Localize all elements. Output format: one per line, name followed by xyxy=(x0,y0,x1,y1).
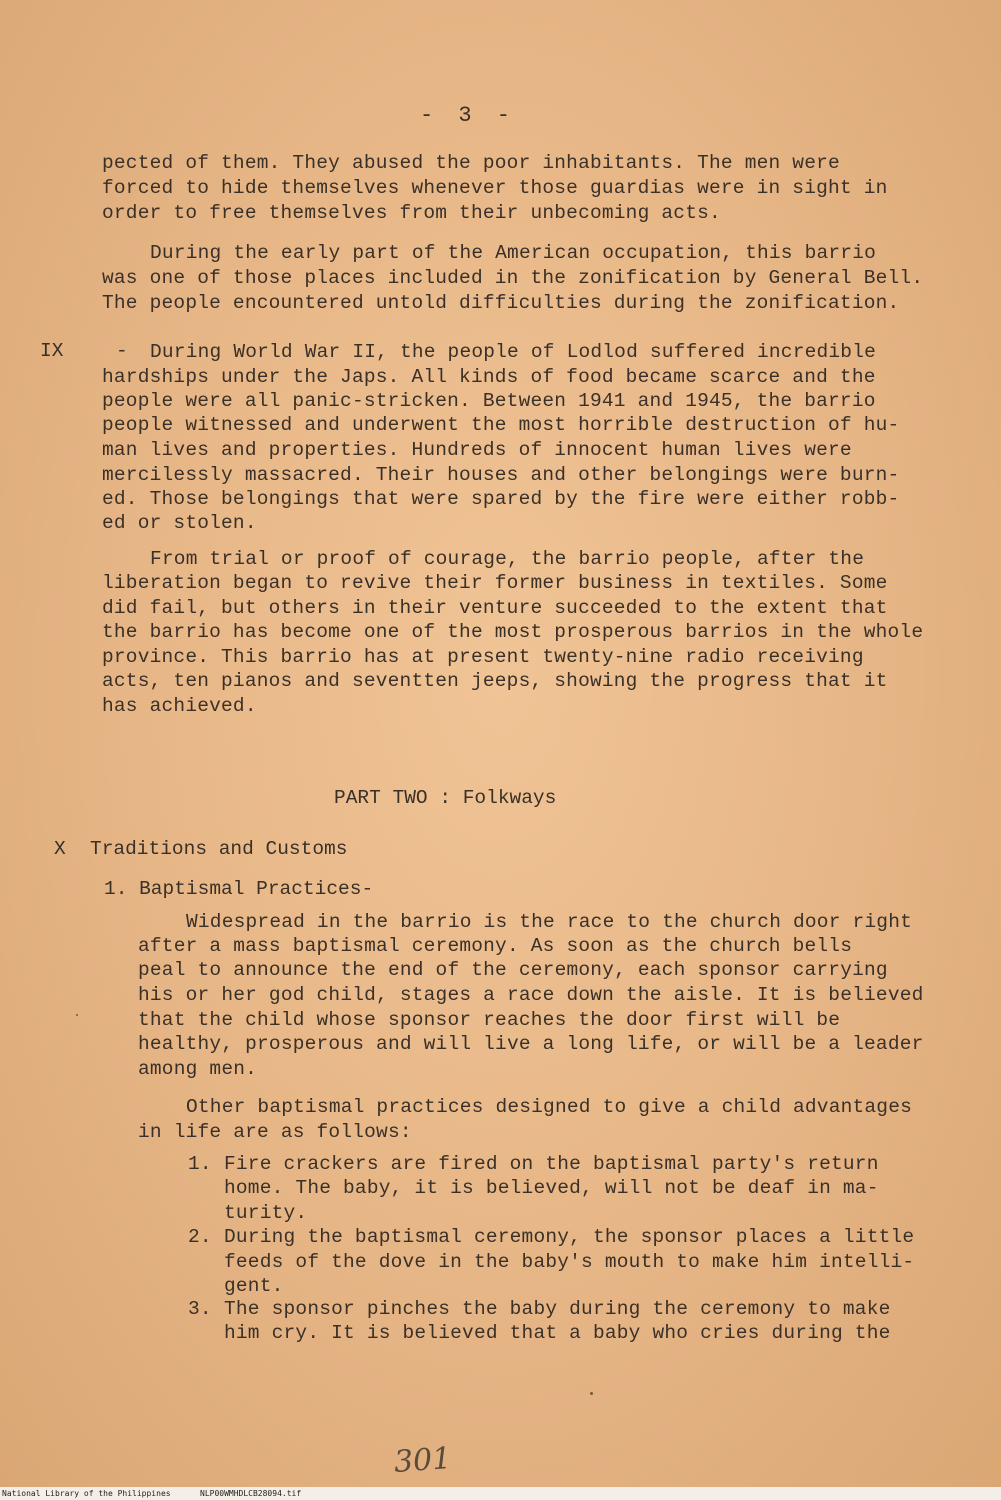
list-item-number: 1. xyxy=(188,1153,212,1175)
text-line: that the child whose sponsor reaches the door first will be xyxy=(138,1009,841,1031)
list-item-line: Fire crackers are fired on the baptismal party's return xyxy=(224,1153,879,1175)
handwritten-page-number: 301 xyxy=(392,1441,453,1480)
list-item-line: home. The baby, it is believed, will not be deaf in ma- xyxy=(224,1177,879,1199)
section-x-numeral: X xyxy=(54,838,66,860)
text-line: mercilessly massacred. Their houses and other belongings were burn- xyxy=(102,464,900,486)
text-line: hardships under the Japs. All kinds of food became scarce and the xyxy=(102,366,876,388)
text-line: people witnessed and underwent the most horrible destruction of hu- xyxy=(102,414,900,436)
text-line: was one of those places included in the zonification by General Bell. xyxy=(102,267,924,289)
subsection-baptismal-practices: 1. Baptismal Practices- xyxy=(104,878,374,900)
list-item-line: The sponsor pinches the baby during the ceremony to make xyxy=(224,1298,891,1320)
text-line: man lives and properties. Hundreds of innocent human lives were xyxy=(102,439,852,461)
text-line: ed. Those belongings that were spared by the fire were either robb- xyxy=(102,488,900,510)
part-two-heading: PART TWO : Folkways xyxy=(334,787,557,809)
text-line: Widespread in the barrio is the race to the church door right xyxy=(186,911,913,933)
text-line: among men. xyxy=(138,1058,258,1080)
section-ix-numeral: IX xyxy=(40,340,64,362)
section-x-title: Traditions and Customs xyxy=(90,838,348,860)
text-line: healthy, prosperous and will live a long life, or will be a leader xyxy=(138,1033,924,1055)
text-line: From trial or proof of courage, the barrio people, after the xyxy=(150,548,865,570)
list-item-line: gent. xyxy=(224,1275,284,1297)
text-line: ed or stolen. xyxy=(102,512,257,534)
text-line: The people encountered untold difficulties during the zonification. xyxy=(102,292,900,314)
text-line: did fail, but others in their venture succeeded to the extent that xyxy=(102,597,888,619)
text-line: During World War II, the people of Lodlod suffered incredible xyxy=(150,341,877,363)
text-line: in life are as follows: xyxy=(138,1121,412,1143)
ink-speck xyxy=(76,1014,78,1016)
text-line: Other baptismal practices designed to give a child advantages xyxy=(186,1096,913,1118)
list-item-line: During the baptismal ceremony, the sponsor places a little xyxy=(224,1226,915,1248)
ink-speck xyxy=(590,1392,593,1395)
list-item-number: 3. xyxy=(188,1298,212,1320)
text-line: peal to announce the end of the ceremony, each sponsor carrying xyxy=(138,959,888,981)
scan-footer xyxy=(0,1487,1001,1500)
text-line: the barrio has become one of the most prosperous barrios in the whole xyxy=(102,621,924,643)
text-line: his or her god child, stages a race down the aisle. It is believed xyxy=(138,984,924,1006)
text-line: liberation began to revive their former business in textiles. Some xyxy=(102,572,888,594)
list-item-line: turity. xyxy=(224,1202,308,1224)
text-line: forced to hide themselves whenever those guardias were in sight in xyxy=(102,177,888,199)
text-line: order to free themselves from their unbecoming acts. xyxy=(102,202,721,224)
text-line: During the early part of the American occupation, this barrio xyxy=(150,242,877,264)
text-line: pected of them. They abused the poor inhabitants. The men were xyxy=(102,152,840,174)
text-line: acts, ten pianos and seventten jeeps, showing the progress that it xyxy=(102,670,888,692)
section-ix-dash: - xyxy=(116,340,128,362)
list-item-number: 2. xyxy=(188,1226,212,1248)
list-item-line: him cry. It is believed that a baby who cries during the xyxy=(224,1322,891,1344)
list-item-line: feeds of the dove in the baby's mouth to make him intelli- xyxy=(224,1251,915,1273)
text-line: province. This barrio has at present twenty-nine radio receiving xyxy=(102,646,864,668)
text-line: has achieved. xyxy=(102,695,257,717)
text-line: people were all panic-stricken. Between 1941 and 1945, the barrio xyxy=(102,390,876,412)
footer-library-name: National Library of the Philippines xyxy=(2,1489,171,1498)
text-line: after a mass baptismal ceremony. As soon as the church bells xyxy=(138,935,853,957)
page-number: - 3 - xyxy=(420,103,517,128)
footer-file-name: NLP00WMHDLCB28094.tif xyxy=(200,1489,302,1498)
